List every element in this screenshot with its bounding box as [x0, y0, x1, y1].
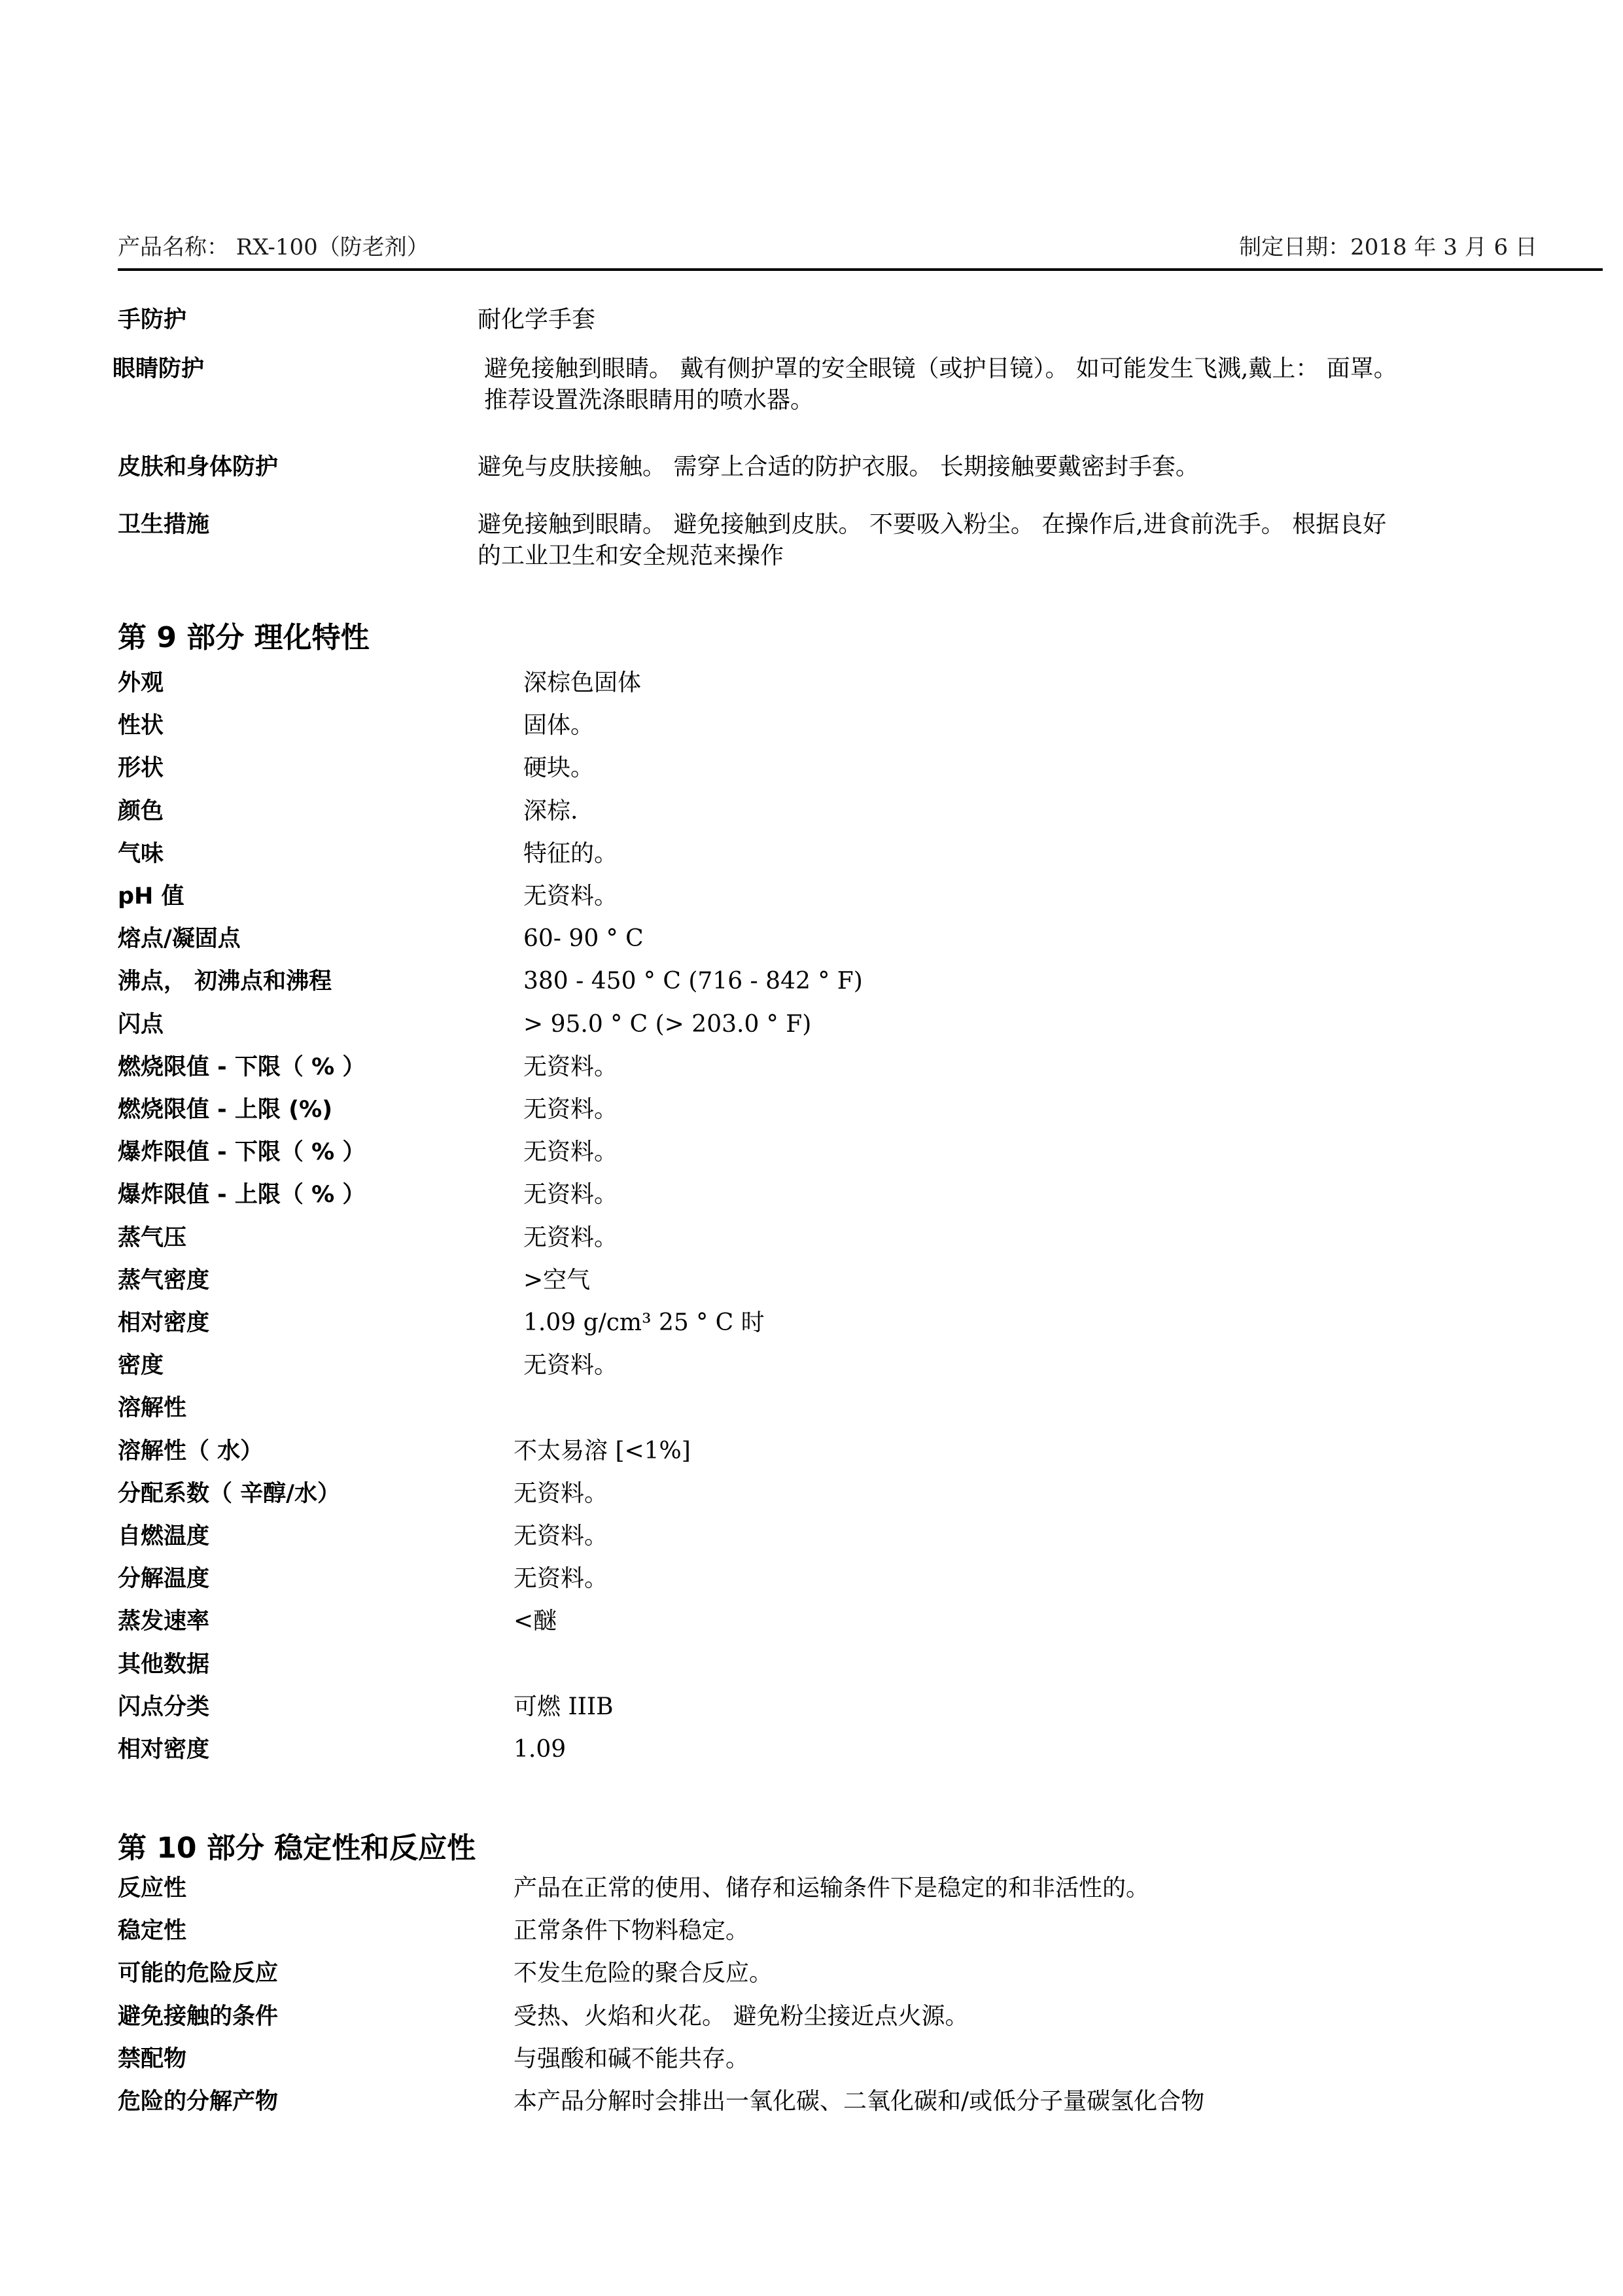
property-label: 爆炸限值 - 下限（ % ）: [118, 1139, 366, 1166]
property-label: 密度: [118, 1352, 164, 1379]
property-value: 无资料。: [514, 1479, 608, 1507]
property-value: 无资料。: [523, 1181, 618, 1209]
hand-protection-label: 手防护: [118, 307, 187, 333]
property-value: 本产品分解时会排出一氧化碳、二氧化碳和/或低分子量碳氢化合物: [514, 2088, 1205, 2115]
property-label: 外观: [118, 670, 164, 696]
property-label: 避免接触的条件: [118, 2003, 279, 2030]
property-label: 稳定性: [118, 1918, 187, 1945]
property-label: 其他数据: [118, 1651, 210, 1678]
property-label: 可能的危险反应: [118, 1960, 279, 1987]
property-label: 蒸气密度: [118, 1267, 210, 1294]
property-value: 无资料。: [523, 1139, 618, 1166]
section-10-title: 第 10 部分 稳定性和反应性: [118, 1831, 476, 1865]
property-value: 与强酸和碱不能共存。: [514, 2045, 750, 2072]
hygiene-value: 避免接触到眼睛。 避免接触到皮肤。 不要吸入粉尘。 在操作后,进食前洗手。 根据良好的工业卫生和安全规范来操作: [478, 511, 1387, 569]
property-value: 固体。: [523, 712, 595, 739]
property-value: 不发生危险的聚合反应。: [514, 1960, 773, 1987]
property-label: 相对密度: [118, 1737, 210, 1763]
property-value: >空气: [523, 1266, 591, 1294]
property-value: <醚: [514, 1608, 557, 1635]
property-value: 无资料。: [523, 1096, 618, 1123]
section-9-title: 第 9 部分 理化特性: [118, 621, 370, 654]
skin-protection-label: 皮肤和身体防护: [118, 454, 279, 480]
property-value: 硬块。: [523, 754, 595, 782]
product-name: 产品名称： RX-100（防老剂）: [118, 234, 429, 260]
property-value: 可燃 IIIB: [514, 1693, 614, 1720]
property-value: 正常条件下物料稳定。: [514, 1917, 750, 1945]
property-label: 分配系数（ 辛醇/水）: [118, 1480, 340, 1507]
property-label: 闪点: [118, 1011, 164, 1038]
property-label: 溶解性（ 水）: [118, 1438, 264, 1464]
hand-protection-value: 耐化学手套: [478, 306, 596, 333]
property-value: 受热、火焰和火花。 避免粉尘接近点火源。: [514, 2002, 969, 2030]
property-label: 溶解性: [118, 1395, 187, 1422]
property-value: 60- 90 ° C: [523, 925, 644, 953]
property-label: pH 值: [118, 883, 184, 910]
property-label: 自燃温度: [118, 1523, 210, 1549]
property-value: 1.09 g/cm³ 25 ° C 时: [523, 1309, 765, 1336]
property-value: 产品在正常的使用、储存和运输条件下是稳定的和非活性的。: [514, 1875, 1150, 1901]
property-value: 深棕.: [523, 797, 578, 824]
eye-protection-value: 避免接触到眼睛。 戴有侧护罩的安全眼镜（或护目镜）。 如可能发生飞溅,戴上： 面罩。 推荐设置洗涤眼睛用的喷水器。: [484, 355, 1397, 414]
hygiene-label: 卫生措施: [118, 512, 210, 538]
property-label: 闪点分类: [118, 1693, 210, 1720]
property-value: > 95.0 ° C (> 203.0 ° F): [523, 1010, 812, 1038]
property-label: 分解温度: [118, 1566, 210, 1593]
property-label: 燃烧限值 - 下限（ % ）: [118, 1053, 366, 1080]
property-label: 危险的分解产物: [118, 2089, 279, 2115]
property-label: 禁配物: [118, 2045, 187, 2072]
property-value: 无资料。: [514, 1523, 608, 1549]
property-label: 蒸发速率: [118, 1608, 210, 1635]
skin-protection-value: 避免与皮肤接触。 需穿上合适的防护衣服。 长期接触要戴密封手套。: [478, 453, 1199, 480]
issue-date: 制定日期：2018 年 3 月 6 日: [1239, 234, 1537, 260]
page-header: [118, 229, 1537, 261]
property-value: 1.09: [514, 1736, 567, 1763]
property-value: 特征的。: [523, 839, 618, 867]
property-label: 燃烧限值 - 上限 (%): [118, 1097, 333, 1123]
property-label: 性状: [118, 713, 164, 739]
property-label: 熔点/凝固点: [118, 926, 241, 953]
property-label: 形状: [118, 755, 164, 782]
property-value: 深棕色固体: [523, 669, 642, 696]
property-label: 爆炸限值 - 上限（ % ）: [118, 1182, 366, 1209]
property-label: 反应性: [118, 1875, 187, 1901]
property-label: 颜色: [118, 798, 164, 824]
property-value: 不太易溶 [<1%]: [514, 1437, 691, 1464]
property-value: 无资料。: [514, 1565, 608, 1593]
property-value: 无资料。: [523, 1352, 618, 1379]
property-label: 沸点， 初沸点和沸程: [118, 968, 332, 995]
eye-protection-label: 眼睛防护: [113, 356, 205, 382]
property-value: 无资料。: [523, 1224, 618, 1251]
property-value: 无资料。: [523, 883, 618, 910]
property-label: 蒸气压: [118, 1224, 187, 1251]
header-divider: [118, 268, 1603, 271]
property-value: 380 - 450 ° C (716 - 842 ° F): [523, 968, 863, 995]
property-label: 气味: [118, 840, 164, 867]
property-label: 相对密度: [118, 1310, 210, 1336]
property-value: 无资料。: [523, 1053, 618, 1080]
